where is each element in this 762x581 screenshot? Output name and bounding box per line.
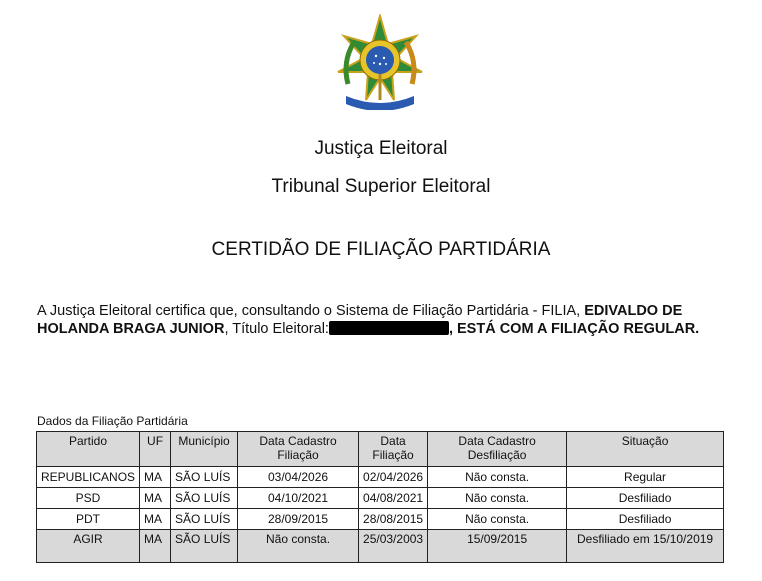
column-header-data-cadastro-filiacao: Data Cadastro Filiação xyxy=(238,432,359,467)
cell-data-filiacao: 04/08/2021 xyxy=(359,488,428,509)
column-header-municipio: Município xyxy=(171,432,238,467)
cell-uf: MA xyxy=(140,467,171,488)
cell-data-filiacao: 02/04/2026 xyxy=(359,467,428,488)
cell-data-cadastro-filiacao: Não consta. xyxy=(238,530,359,563)
cell-situacao: Desfiliado xyxy=(567,509,724,530)
cell-data-cadastro-filiacao: 03/04/2026 xyxy=(238,467,359,488)
court-name: Tribunal Superior Eleitoral xyxy=(271,176,491,197)
cell-data-cadastro-desfiliacao: Não consta. xyxy=(428,509,567,530)
column-header-data-cadastro-desfiliacao: Data Cadastro Desfiliação xyxy=(428,432,567,467)
cell-municipio: SÃO LUÍS xyxy=(171,467,238,488)
certificate-body xyxy=(37,302,727,338)
elector-name: EDIVALDO DE HOLANDA BRAGA JUNIOR xyxy=(37,303,683,337)
cell-partido: PDT xyxy=(37,509,140,530)
cell-partido: REPUBLICANOS xyxy=(37,467,140,488)
cell-partido: AGIR xyxy=(37,530,140,563)
title-label: , Título Eleitoral: xyxy=(224,321,329,337)
cell-situacao: Desfiliado em 15/10/2019 xyxy=(567,530,724,563)
cell-data-filiacao: 28/08/2015 xyxy=(359,509,428,530)
certificate-title: CERTIDÃO DE FILIAÇÃO PARTIDÁRIA xyxy=(211,239,551,260)
table-header-row xyxy=(37,432,724,467)
cell-data-cadastro-desfiliacao: Não consta. xyxy=(428,467,567,488)
institution-name: Justiça Eleitoral xyxy=(314,138,448,159)
cell-data-cadastro-desfiliacao: Não consta. xyxy=(428,488,567,509)
cell-situacao: Regular xyxy=(567,467,724,488)
filiation-table xyxy=(36,431,724,563)
redacted-voter-id xyxy=(329,321,449,335)
table-row xyxy=(37,509,724,530)
table-row xyxy=(37,488,724,509)
column-header-partido: Partido xyxy=(37,432,140,467)
table-row xyxy=(37,530,724,563)
cell-data-cadastro-filiacao: 04/10/2021 xyxy=(238,488,359,509)
column-header-uf: UF xyxy=(140,432,171,467)
column-header-data-filiacao: Data Filiação xyxy=(359,432,428,467)
certificate-intro: A Justiça Eleitoral certifica que, consultando o Sistema de Filiação Partidária - FILIA, xyxy=(37,303,585,319)
cell-uf: MA xyxy=(140,509,171,530)
cell-data-cadastro-filiacao: 28/09/2015 xyxy=(238,509,359,530)
cell-uf: MA xyxy=(140,488,171,509)
table-caption: Dados da Filiação Partidária xyxy=(37,414,188,428)
brazil-coat-of-arms-icon xyxy=(332,14,428,110)
cell-uf: MA xyxy=(140,530,171,563)
table-row xyxy=(37,467,724,488)
cell-situacao: Desfiliado xyxy=(567,488,724,509)
filiation-status: , ESTÁ COM A FILIAÇÃO REGULAR. xyxy=(448,321,700,337)
cell-data-cadastro-desfiliacao: 15/09/2015 xyxy=(428,530,567,563)
cell-municipio: SÃO LUÍS xyxy=(171,509,238,530)
cell-municipio: SÃO LUÍS xyxy=(171,530,238,563)
cell-data-filiacao: 25/03/2003 xyxy=(359,530,428,563)
cell-municipio: SÃO LUÍS xyxy=(171,488,238,509)
cell-partido: PSD xyxy=(37,488,140,509)
column-header-situacao: Situação xyxy=(567,432,724,467)
